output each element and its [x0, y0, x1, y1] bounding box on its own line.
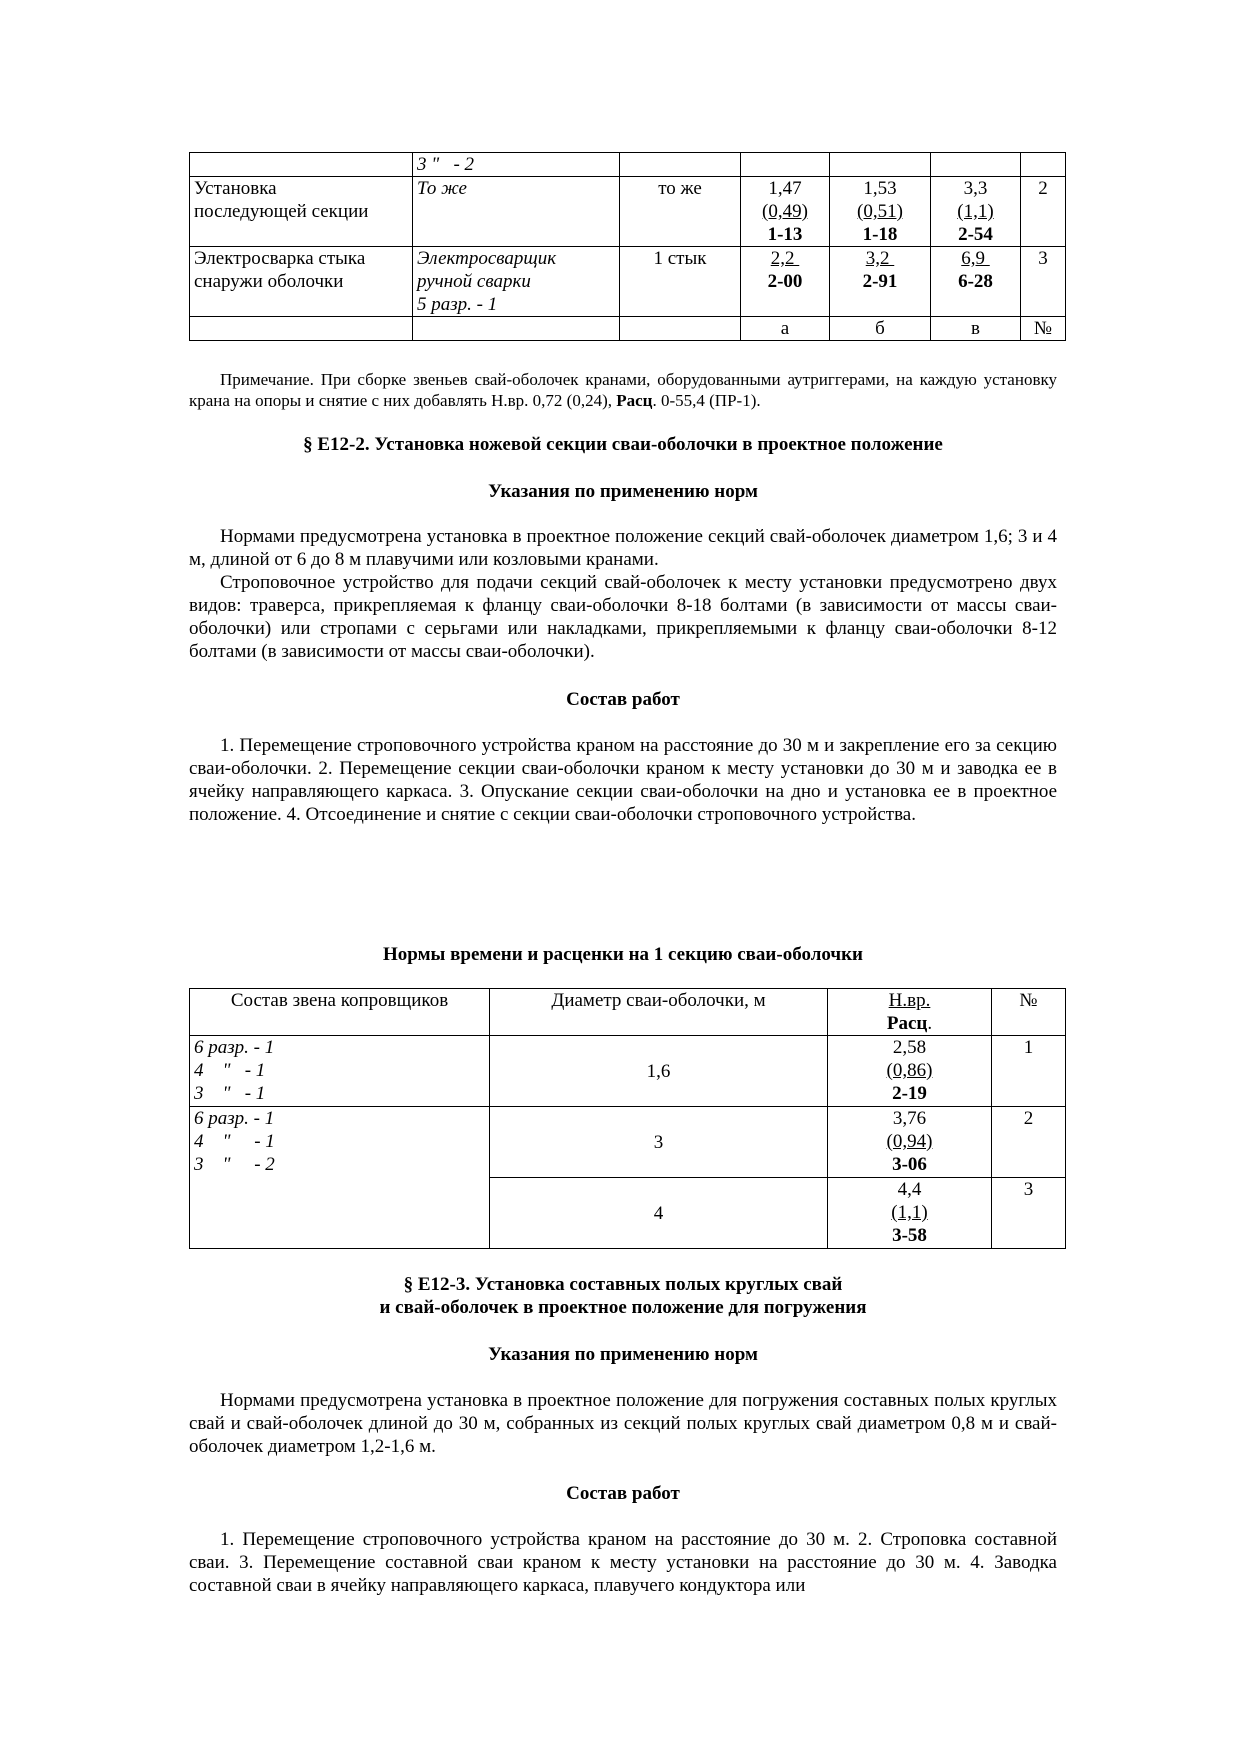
number-cell [1021, 153, 1066, 177]
diameter-cell: 1,6 [490, 1036, 828, 1107]
norm-cell: 3,76 (0,94) 3-06 [828, 1107, 992, 1178]
crew-cell: То же [413, 177, 620, 247]
paragraph: Нормами предусмотрена установка в проектное положение секций свай-оболочек диаметром 1,6; 3 и 4 м, длиной от 6 до 8 м плавучими или козловыми кранами. [189, 526, 1057, 570]
section-subtitle: Указания по применению норм [488, 1344, 758, 1365]
table-row [190, 153, 1066, 177]
section-subtitle: Указания по применению норм [488, 481, 758, 502]
diameter-cell: 3 [490, 1107, 828, 1178]
unit-cell: то же [620, 177, 741, 247]
section-title: § Е12-3. Установка составных полых круглых свай и свай-оболочек в проектное положение для погружения [379, 1274, 867, 1318]
paragraph: Строповочное устройство для подачи секций свай-оболочек к месту установки предусмотрено двух видов: траверса, прикрепляемая к фланцу сваи-оболочки 8-18 болтами (в зависимости от массы сваи-оболочки) или стропами с серьгами или накладками, прикрепляемыми к фланцу сваи-оболочки 8-12 болтами (в зависимости от массы сваи-оболочки). [189, 572, 1057, 662]
number-cell: 2 [1021, 177, 1066, 247]
value-cell [830, 153, 931, 177]
column-label-no: № [1021, 317, 1066, 341]
table-row [190, 1107, 1066, 1178]
column-label-v: в [931, 317, 1021, 341]
work-composition-title: Состав работ [566, 1483, 680, 1504]
norm-cell: 2,58 (0,86) 2-19 [828, 1036, 992, 1107]
empty-cell [620, 317, 741, 341]
value-cell-v: 3,3 (1,1) 2-54 [931, 177, 1021, 247]
header-crew: Состав звена копровщиков [190, 989, 490, 1036]
crew-cell: 6 разр. - 1 4 " - 1 3 " - 1 [190, 1036, 490, 1107]
value-cell [741, 153, 830, 177]
value-cell [931, 153, 1021, 177]
unit-cell: 1 стык [620, 247, 741, 317]
work-cell: Электросварка стыка снаружи оболочки [190, 247, 413, 317]
number-cell: 2 [992, 1107, 1066, 1178]
empty-cell [413, 317, 620, 341]
crew-cell: 6 разр. - 1 4 " - 1 3 " - 2 [190, 1107, 490, 1249]
number-cell: 3 [1021, 247, 1066, 317]
header-norm: Н.вр. Расц. [828, 989, 992, 1036]
column-label-a: а [741, 317, 830, 341]
table-title: Нормы времени и расценки на 1 секцию сваи-оболочки [383, 944, 863, 965]
unit-cell [620, 153, 741, 177]
header-number: № [992, 989, 1066, 1036]
table-row [190, 247, 1066, 317]
work-composition-text: 1. Перемещение строповочного устройства краном на расстояние до 30 м и закрепление его за секцию сваи-оболочки. 2. Перемещение секции сваи-оболочки краном к месту установки до 30 м и заводка ее в ячейку направляющего каркаса. 3. Опускание секции сваи-оболочки на дно и установка ее в проектное положение. 4. Отсоединение и снятие с секции сваи-оболочки строповочного устройства. [189, 735, 1057, 825]
paragraph: Нормами предусмотрена установка в проектное положение для погружения составных полых круглых свай и свай-оболочек длиной до 30 м, собранных из секций полых круглых свай диаметром 0,8 м и свай-оболочек диаметром 1,2-1,6 м. [189, 1390, 1057, 1457]
section-title: § Е12-2. Установка ножевой секции сваи-оболочки в проектное положение [303, 434, 943, 455]
column-label-b: б [830, 317, 931, 341]
number-cell: 1 [992, 1036, 1066, 1107]
work-composition-text: 1. Перемещение строповочного устройства краном на расстояние до 30 м. 2. Строповка составной сваи. 3. Перемещение составной сваи краном к месту установки на расстояние до 30 м. 4. Заводка составной сваи в ячейку направляющего каркаса, плавучего кондуктора или [189, 1529, 1057, 1596]
value-cell-v: 6,9 6-28 [931, 247, 1021, 317]
diameter-cell: 4 [490, 1178, 828, 1249]
value-cell-a: 1,47 (0,49) 1-13 [741, 177, 830, 247]
value-cell-a: 2,2 2-00 [741, 247, 830, 317]
value-cell-b: 1,53 (0,51) 1-18 [830, 177, 931, 247]
table-header-row [190, 989, 1066, 1036]
header-diameter: Диаметр сваи-оболочки, м [490, 989, 828, 1036]
table-row [190, 1036, 1066, 1107]
value-cell-b: 3,2 2-91 [830, 247, 931, 317]
table-row [190, 177, 1066, 247]
work-cell: Установка последующей секции [190, 177, 413, 247]
work-composition-title: Состав работ [566, 689, 680, 710]
number-cell: 3 [992, 1178, 1066, 1249]
norms-table [189, 988, 1066, 1249]
table-footer-row [190, 317, 1066, 341]
norm-cell: 4,4 (1,1) 3-58 [828, 1178, 992, 1249]
crew-cell: 3 " - 2 [413, 153, 620, 177]
empty-cell [190, 317, 413, 341]
norms-table-continued [189, 152, 1066, 341]
crew-cell: Электросварщик ручной сварки 5 разр. - 1 [413, 247, 620, 317]
work-cell [190, 153, 413, 177]
table-note: Примечание. При сборке звеньев свай-оболочек кранами, оборудованными аутриггерами, на каждую установку крана на опоры и снятие с них добавлять Н.вр. 0,72 (0,24), Расц. 0-55,4 (ПР-1). [189, 370, 1057, 410]
